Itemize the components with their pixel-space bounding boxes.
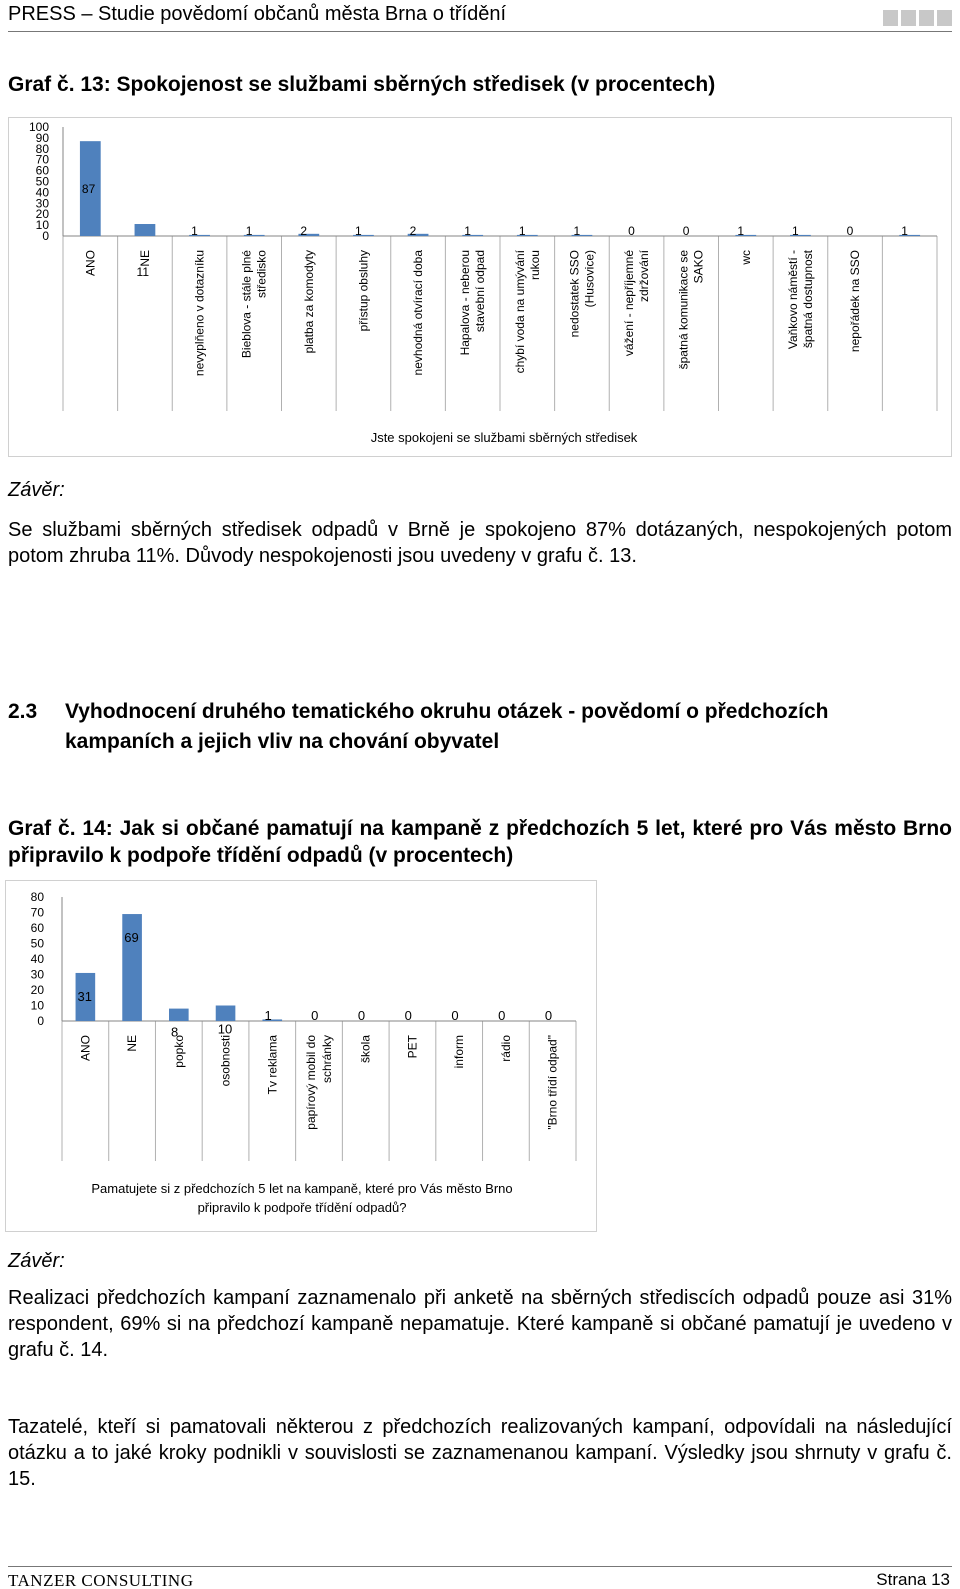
footer-company: TANZER CONSULTING <box>8 1571 194 1589</box>
data-label: 0 <box>498 1008 506 1023</box>
y-tick-label: 20 <box>30 983 44 997</box>
category-label: SAKO <box>691 250 706 284</box>
graf14-heading: Graf č. 14: Jak si občané pamatují na kampaně z předchozích 5 let, které pro Vás město Brno připravilo k podpoře třídění odpadů (v procentech) <box>8 817 952 867</box>
y-tick-label: 100 <box>28 120 49 134</box>
category-label: stavební odpad <box>473 250 488 333</box>
document-title: PRESS – Studie povědomí občanů města Brna o třídění <box>8 3 507 25</box>
y-tick-label: 30 <box>30 967 44 982</box>
data-label: 0 <box>846 224 854 238</box>
y-tick-label: 80 <box>35 141 49 156</box>
chart-title: připravilo k podpoře třídění odpadů? <box>197 1200 407 1215</box>
chart-title: Pamatujete si z předchozích 5 let na kampaně, které pro Vás město Brno <box>91 1181 513 1196</box>
data-label: 1 <box>191 224 198 238</box>
y-tick-label: 60 <box>30 921 44 935</box>
category-label: špatná dostupnost <box>800 250 815 349</box>
category-label: škola <box>358 1035 373 1064</box>
category-label: chybí voda na umývání <box>512 250 527 374</box>
para3-text: Tazatelé, kteří si pamatovali některou z předchozích realizovaných kampaní, odpovídali na následující otázku a to jaké kroky podnikli v souvislosti se zaznamenanou kampaní. Výsledky jsou shrnuty v grafu č. 15. <box>8 1416 952 1490</box>
category-label: (Husovice) <box>582 250 597 308</box>
data-label: 8 <box>171 1024 179 1040</box>
data-label: 69 <box>124 930 139 946</box>
category-label: inform <box>452 1035 467 1069</box>
y-tick-label: 30 <box>35 196 49 211</box>
y-tick-label: 50 <box>35 174 49 189</box>
category-label: NE <box>137 250 152 267</box>
data-label: 31 <box>77 988 93 1004</box>
category-label: ANO <box>78 1035 93 1062</box>
category-label: "Brno třídí odpad" <box>545 1035 560 1130</box>
data-label: 0 <box>311 1008 319 1023</box>
zaver2-text: Realizaci předchozích kampaní zaznamenalo při anketě na sběrných střediscích odpadů pouze asi 31% respondent, 69% si na předchozí kampaně nepamatuje. Které kampaně si občané pamatují je uvedeno v grafu č. 14. <box>8 1287 952 1361</box>
y-tick-label: 40 <box>35 185 49 200</box>
y-tick-label: 10 <box>30 998 44 1013</box>
data-label: 1 <box>264 1008 272 1023</box>
data-label: 87 <box>81 182 96 197</box>
graf13-heading: Graf č. 13: Spokojenost se službami sběrných středisek (v procentech) <box>8 73 716 96</box>
zaver1-label: Závěr: <box>8 479 65 501</box>
section-number: 2.3 <box>8 700 38 723</box>
header-decoration <box>883 10 952 26</box>
zaver2-label: Závěr: <box>8 1250 65 1272</box>
data-label: 0 <box>451 1008 459 1023</box>
data-label: 1 <box>737 224 745 238</box>
data-label: 0 <box>357 1008 366 1023</box>
category-label: nevyplňeno v dotazníku <box>192 250 207 377</box>
category-label: nepořádek na SSO <box>848 250 863 353</box>
y-tick-label: 60 <box>35 163 49 178</box>
category-label: středisko <box>254 250 269 299</box>
category-label: NE <box>125 1035 140 1052</box>
data-label: 2 <box>300 224 308 238</box>
data-label: 10 <box>217 1021 233 1037</box>
data-label: 1 <box>464 224 471 238</box>
chart-13-svg <box>9 118 953 458</box>
data-label: 2 <box>409 224 417 238</box>
data-label: 1 <box>792 224 799 238</box>
data-label: 1 <box>573 224 581 238</box>
data-label: 1 <box>901 224 908 238</box>
y-tick-label: 90 <box>35 130 49 145</box>
data-label: 0 <box>628 224 635 238</box>
y-tick-label: 50 <box>30 936 44 951</box>
y-tick-label: 10 <box>35 218 49 233</box>
category-label: wc <box>738 250 753 265</box>
category-label: zdržování <box>637 250 652 303</box>
bar <box>135 224 156 236</box>
category-label: popko <box>171 1035 186 1068</box>
category-label: Vaňkovo náměstí - <box>785 250 800 350</box>
category-label: rádio <box>498 1035 513 1062</box>
data-label: 1 <box>518 224 526 238</box>
y-tick-label: 0 <box>42 229 49 243</box>
bar <box>169 1009 189 1021</box>
category-label: nevhodná otvírací doba <box>411 250 426 376</box>
category-label: osobnosti <box>218 1035 233 1087</box>
data-label: 0 <box>544 1008 553 1023</box>
y-tick-label: 70 <box>35 152 49 167</box>
category-label: PET <box>405 1035 420 1059</box>
category-label: přístup obsluhy <box>356 250 371 332</box>
data-label: 0 <box>682 224 690 238</box>
category-label: Tv reklama <box>265 1035 280 1095</box>
chart-14-svg <box>6 881 598 1233</box>
y-tick-label: 40 <box>30 952 44 966</box>
category-label: špatná komunikace se <box>676 250 691 370</box>
page-header <box>8 2 952 32</box>
y-tick-label: 0 <box>37 1014 44 1028</box>
section-heading <box>8 697 952 757</box>
y-tick-label: 70 <box>30 905 44 920</box>
category-label: Bieblova - stále plné <box>239 250 254 359</box>
y-tick-label: 20 <box>35 207 49 222</box>
chart-14 <box>5 880 597 1232</box>
footer-page-number: Strana 13 <box>876 1570 950 1589</box>
data-label: 1 <box>245 224 253 238</box>
chart-title: Jste spokojeni se službami sběrných středisek <box>370 430 638 445</box>
category-label: rukou <box>527 250 542 281</box>
category-label: papírový mobil do <box>304 1035 318 1130</box>
bar <box>216 1006 236 1022</box>
category-label: Hapalova - neberou <box>458 250 473 356</box>
zaver1-text: Se službami sběrných středisek odpadů v Brně je spokojeno 87% dotázaných, nespokojených potom potom zhruba 11%. Důvody nespokojenosti jsou uvedeny v grafu č. 13. <box>8 519 952 567</box>
category-label: schránky <box>320 1035 334 1084</box>
chart-13 <box>8 117 952 457</box>
category-label: nedostatek SSO <box>567 250 582 338</box>
category-label: platba za komodyty <box>301 250 316 354</box>
data-label: 0 <box>404 1008 412 1023</box>
section-title-line1: Vyhodnocení druhého tematického okruhu otázek - povědomí o předchozích <box>65 700 829 723</box>
y-tick-label: 80 <box>30 890 44 904</box>
section-title-line2: kampaních a jejich vliv na chování obyvatel <box>65 730 500 753</box>
data-label: 1 <box>355 224 362 238</box>
category-label: vážení - nepříjemné <box>622 250 637 357</box>
data-label: 11 <box>136 265 150 280</box>
footer-line <box>8 1566 952 1567</box>
category-label: ANO <box>83 250 98 277</box>
